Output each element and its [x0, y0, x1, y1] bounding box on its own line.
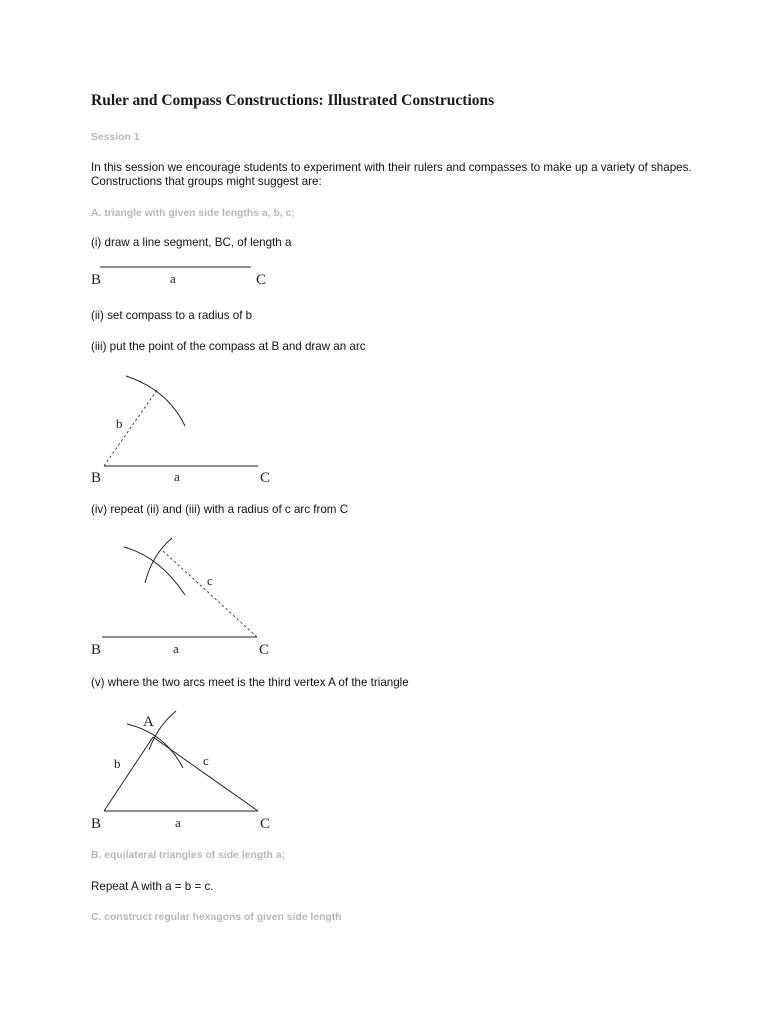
label-c-vertex: C [260, 816, 271, 832]
label-b-vertex: B [91, 272, 102, 288]
arc-from-b [127, 724, 183, 768]
page-title: Ruler and Compass Constructions: Illustrated Constructions [91, 92, 495, 109]
label-c-side: c [203, 753, 209, 768]
label-b-vertex: B [91, 816, 102, 832]
heading-c: C. construct regular hexagons of given side length [91, 912, 342, 923]
label-b-vertex: B [91, 470, 102, 486]
step-ii: (ii) set compass to a radius of b [91, 309, 253, 322]
session-heading: Session 1 [91, 132, 140, 143]
label-c-vertex: C [256, 272, 267, 288]
step-i: (i) draw a line segment, BC, of length a [91, 236, 292, 249]
label-c-vertex: C [259, 642, 270, 658]
label-a-vertex: A [143, 714, 154, 730]
label-b-side: b [116, 416, 123, 431]
arc-from-b [124, 547, 185, 595]
arc-from-c [145, 538, 172, 583]
step-v: (v) where the two arcs meet is the third vertex A of the triangle [91, 676, 409, 689]
figure-arc-from-b [0, 370, 770, 490]
intro-line-1: In this session we encourage students to experiment with their rulers and compasses to make up a variety of shapes. [91, 161, 692, 174]
label-c-vertex: C [260, 470, 271, 486]
step-iii: (iii) put the point of the compass at B and draw an arc [91, 340, 366, 353]
heading-b: B. equilateral triangles of side length a; [91, 850, 285, 861]
side-ab-line [104, 737, 153, 811]
figure-triangle-abc [0, 705, 770, 835]
step-iv: (iv) repeat (ii) and (iii) with a radius of c arc from C [91, 503, 349, 516]
label-a-side: a [174, 469, 180, 484]
repeat-text: Repeat A with a = b = c. [91, 880, 214, 893]
label-a-side: a [170, 271, 176, 286]
figure-segment-bc [0, 260, 770, 290]
label-a-side: a [175, 815, 181, 830]
figure-arc-from-c [0, 535, 770, 660]
radius-c-dashed [163, 551, 257, 637]
label-c-side: c [207, 573, 213, 588]
label-b-side: b [114, 756, 121, 771]
arc-from-b [126, 376, 185, 426]
intro-line-2: Constructions that groups might suggest are: [91, 175, 322, 188]
label-b-vertex: B [91, 642, 102, 658]
radius-b-dashed [104, 390, 157, 466]
heading-a: A. triangle with given side lengths a, b, c; [91, 208, 295, 219]
label-a-side: a [173, 641, 179, 656]
